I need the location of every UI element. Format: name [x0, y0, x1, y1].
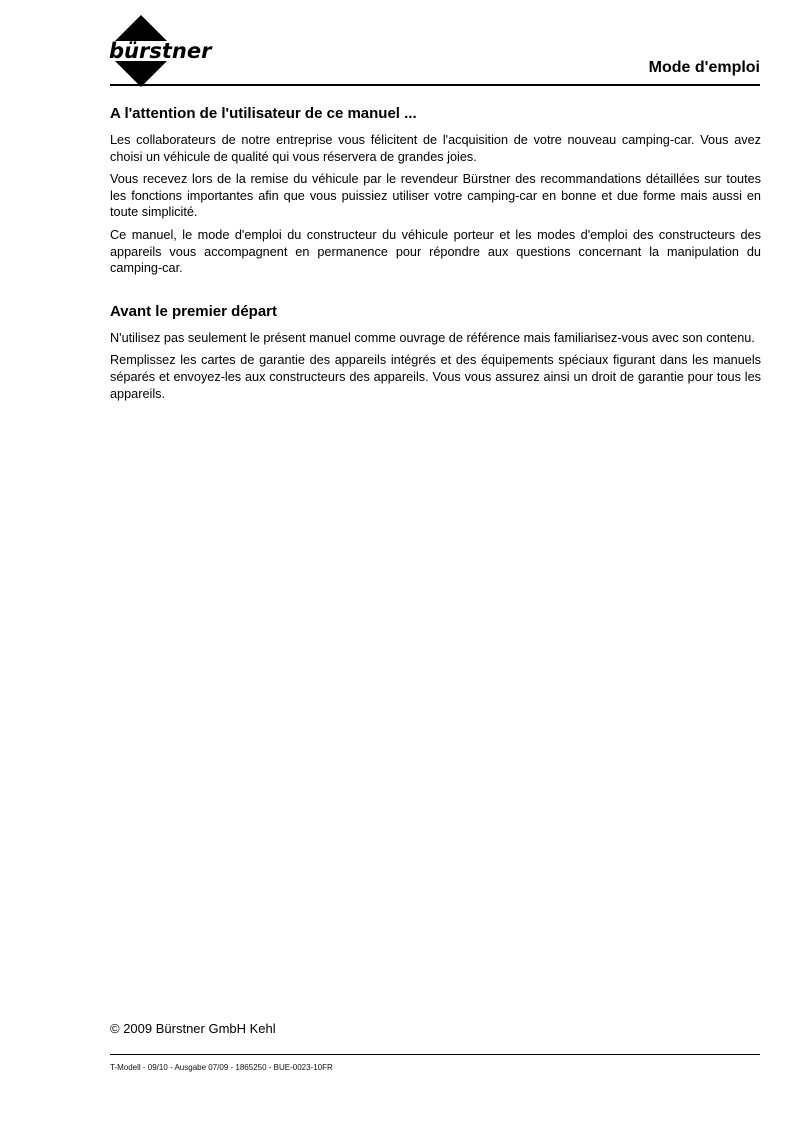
- logo-wordmark: bürstner: [109, 39, 212, 63]
- section-heading: A l'attention de l'utilisateur de ce manuel ...: [110, 105, 417, 122]
- section-before-first-departure: [110, 303, 761, 402]
- page-title: Mode d'emploi: [648, 59, 760, 76]
- document-reference-line: T-Modell - 09/10 - Ausgabe 07/09 - 1865250 - BUE-0023-10FR: [110, 1063, 333, 1072]
- paragraph: N'utilisez pas seulement le présent manuel comme ouvrage de référence mais familiarisez-vous avec son contenu.: [110, 330, 755, 345]
- footer-divider: [110, 1054, 760, 1055]
- burstner-logo: [103, 13, 223, 89]
- paragraph: Les collaborateurs de notre entreprise vous félicitent de l'acquisition de votre nouveau camping-car. Vous avez choisi un véhicule de qualité qui vous réservera de grandes joies.: [110, 133, 761, 164]
- burstner-logo-graphic: [103, 13, 223, 89]
- document-content: [110, 105, 761, 428]
- section-user-notice: [110, 105, 761, 277]
- paragraph: Vous recevez lors de la remise du véhicule par le revendeur Bürstner des recommandations détaillées sur toutes les fonctions importantes afin que vous puissiez utiliser votre camping-car en bonne et due forme mais aussi en toute simplicité.: [110, 172, 761, 220]
- header-divider: [110, 84, 760, 86]
- copyright-text: © 2009 Bürstner GmbH Kehl: [110, 1021, 276, 1036]
- section-heading: Avant le premier départ: [110, 302, 277, 320]
- paragraph: Remplissez les cartes de garantie des appareils intégrés et des équipements spéciaux figurant dans les manuels séparés et envoyez-les aux constructeurs des appareils. Vous vous assurez ainsi un droit de garantie pour tous les appareils.: [110, 353, 761, 401]
- paragraph: Ce manuel, le mode d'emploi du constructeur du véhicule porteur et les modes d'emploi des constructeurs des appareils vous accompagnent en permanence pour répondre aux questions concernant la manipulation du camping-car.: [110, 227, 761, 276]
